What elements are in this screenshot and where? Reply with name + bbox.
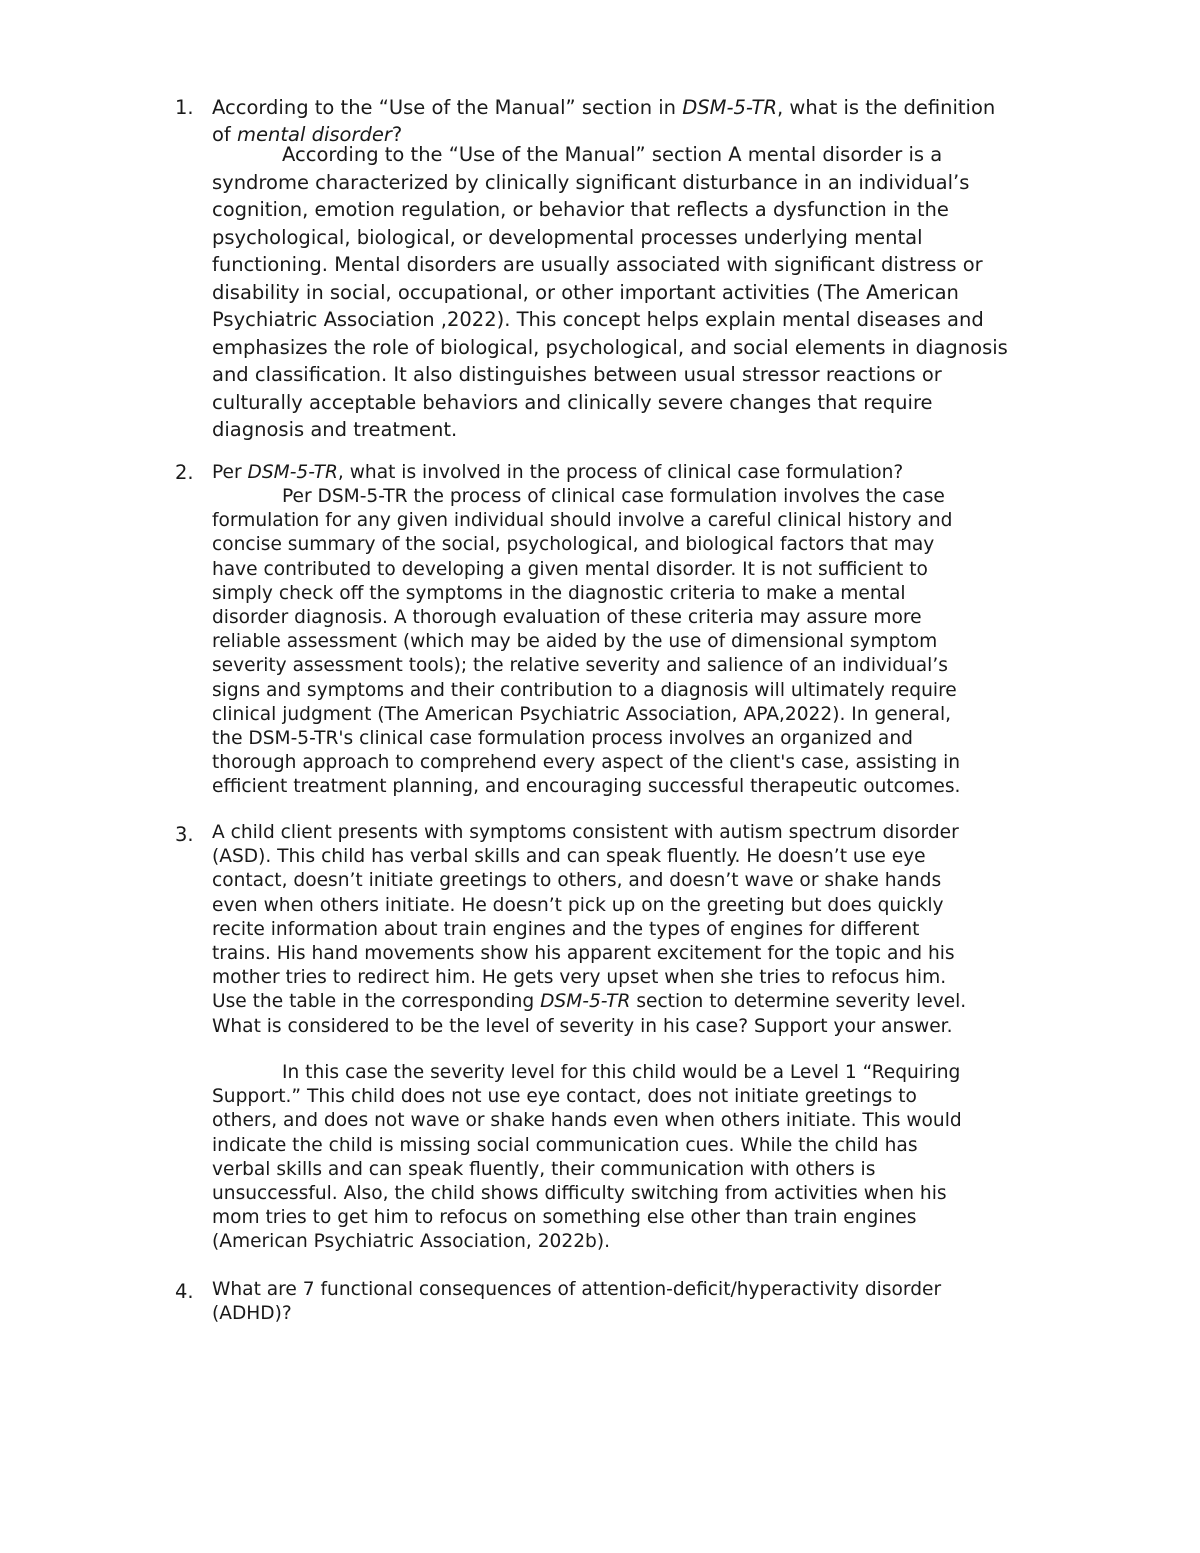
answer-line: severity assessment tools); the relative severity and salience of an individual’s bbox=[212, 655, 948, 677]
answer-line: Per DSM-5-TR the process of clinical case formulation involves the case bbox=[282, 486, 945, 507]
answer-line: reliable assessment (which may be aided by the use of dimensional symptom bbox=[212, 631, 938, 653]
answer-line: psychological, biological, or developmental processes underlying mental bbox=[212, 225, 923, 249]
answer-line: emphasizes the role of biological, psychological, and social elements in diagnosis bbox=[212, 335, 1008, 359]
question-number: 3. bbox=[175, 823, 194, 846]
answer-line: Psychiatric Association ,2022). This concept helps explain mental diseases and bbox=[212, 308, 984, 331]
answer-line: In this case the severity level for this child would be a Level 1 “Requiring bbox=[282, 1062, 961, 1083]
answer-line: Support.” This child does not use eye contact, does not initiate greetings to bbox=[212, 1086, 917, 1108]
question-number: 2. bbox=[175, 461, 194, 484]
question-number: 4. bbox=[175, 1280, 194, 1303]
question-prompt: A child client presents with symptoms consistent with autism spectrum disorder (ASD). This child has verbal skills and can speak fluently. He doesn’t use eye contact, doesn’t initiate greetings to others, and doesn’t wave or shake hands even when others initiate. He doesn’t pick up on the greeting but does quickly recite information about train engines and the types of engines for different trains. His hand movements show his apparent excitement for the topic and his mother tries to redirect him. He gets very upset when she tries to refocus him. Use the table in the corresponding DSM-5-TR section to determine severity level. What is considered to be the level of severity in his case? Support your answer. bbox=[212, 822, 967, 1037]
question-number: 1. bbox=[175, 96, 194, 119]
book-title: DSM-5-TR bbox=[540, 991, 631, 1013]
answer-line: simply check off the symptoms in the diagnostic criteria to make a mental bbox=[212, 582, 906, 604]
answer-line: concise summary of the social, psychological, and biological factors that may bbox=[212, 534, 935, 556]
answer-line: verbal skills and can speak fluently, their communication with others is bbox=[212, 1158, 876, 1180]
answer-line: clinical judgment (The American Psychiatric Association, APA,2022). In general, bbox=[212, 703, 952, 725]
book-title: DSM-5-TR bbox=[247, 462, 338, 483]
answer-line: thorough approach to comprehend every aspect of the client's case, assisting in bbox=[212, 752, 961, 774]
question-prompt: What are 7 functional consequences of attention-deficit/hyperactivity disorder (ADHD)? bbox=[212, 1279, 942, 1325]
answer-line: mom tries to get him to refocus on something else other than train engines bbox=[212, 1207, 917, 1229]
answer-line: others, and does not wave or shake hands even when others initiate. This would bbox=[212, 1110, 962, 1132]
answer-line: culturally acceptable behaviors and clinically severe changes that require bbox=[212, 390, 933, 414]
answer-line: disability in social, occupational, or other important activities (The American bbox=[212, 280, 959, 304]
answer-line: unsuccessful. Also, the child shows difficulty switching from activities when his bbox=[212, 1183, 947, 1205]
answer-line: efficient treatment planning, and encouraging successful therapeutic outcomes. bbox=[212, 776, 961, 798]
answer-line: cognition, emotion regulation, or behavior that reflects a dysfunction in the bbox=[212, 198, 949, 221]
answer-line: the DSM-5-TR's clinical case formulation process involves an organized and bbox=[212, 728, 913, 750]
answer-line: diagnosis and treatment. bbox=[212, 418, 458, 441]
answer-line: According to the “Use of the Manual” section A mental disorder is a bbox=[282, 143, 943, 166]
answer-line: and classification. It also distinguishes between usual stressor reactions or bbox=[212, 363, 942, 386]
answer-line: (American Psychiatric Association, 2022b). bbox=[212, 1231, 611, 1253]
answer-line: formulation for any given individual should involve a careful clinical history and bbox=[212, 510, 953, 532]
answer-paragraph bbox=[212, 141, 1057, 444]
book-title: DSM-5-TR bbox=[682, 96, 777, 119]
answer-paragraph bbox=[212, 1061, 1057, 1255]
answer-line: functioning. Mental disorders are usually associated with significant distress or bbox=[212, 253, 983, 276]
question-prompt: Per DSM-5-TR, what is involved in the process of clinical case formulation? bbox=[212, 462, 904, 483]
answer-paragraph bbox=[212, 485, 1057, 800]
answer-line: indicate the child is missing social communication cues. While the child has bbox=[212, 1134, 918, 1156]
term: mental disorder bbox=[237, 123, 392, 146]
answer-line: have contributed to developing a given mental disorder. It is not sufficient to bbox=[212, 558, 928, 580]
answer-line: disorder diagnosis. A thorough evaluation of these criteria may assure more bbox=[212, 607, 922, 629]
answer-line: syndrome characterized by clinically significant disturbance in an individual’s bbox=[212, 170, 970, 194]
question-prompt: According to the “Use of the Manual” section in DSM-5-TR, what is the definition of mental disorder? bbox=[212, 96, 996, 146]
answer-line: signs and symptoms and their contribution to a diagnosis will ultimately require bbox=[212, 679, 957, 701]
